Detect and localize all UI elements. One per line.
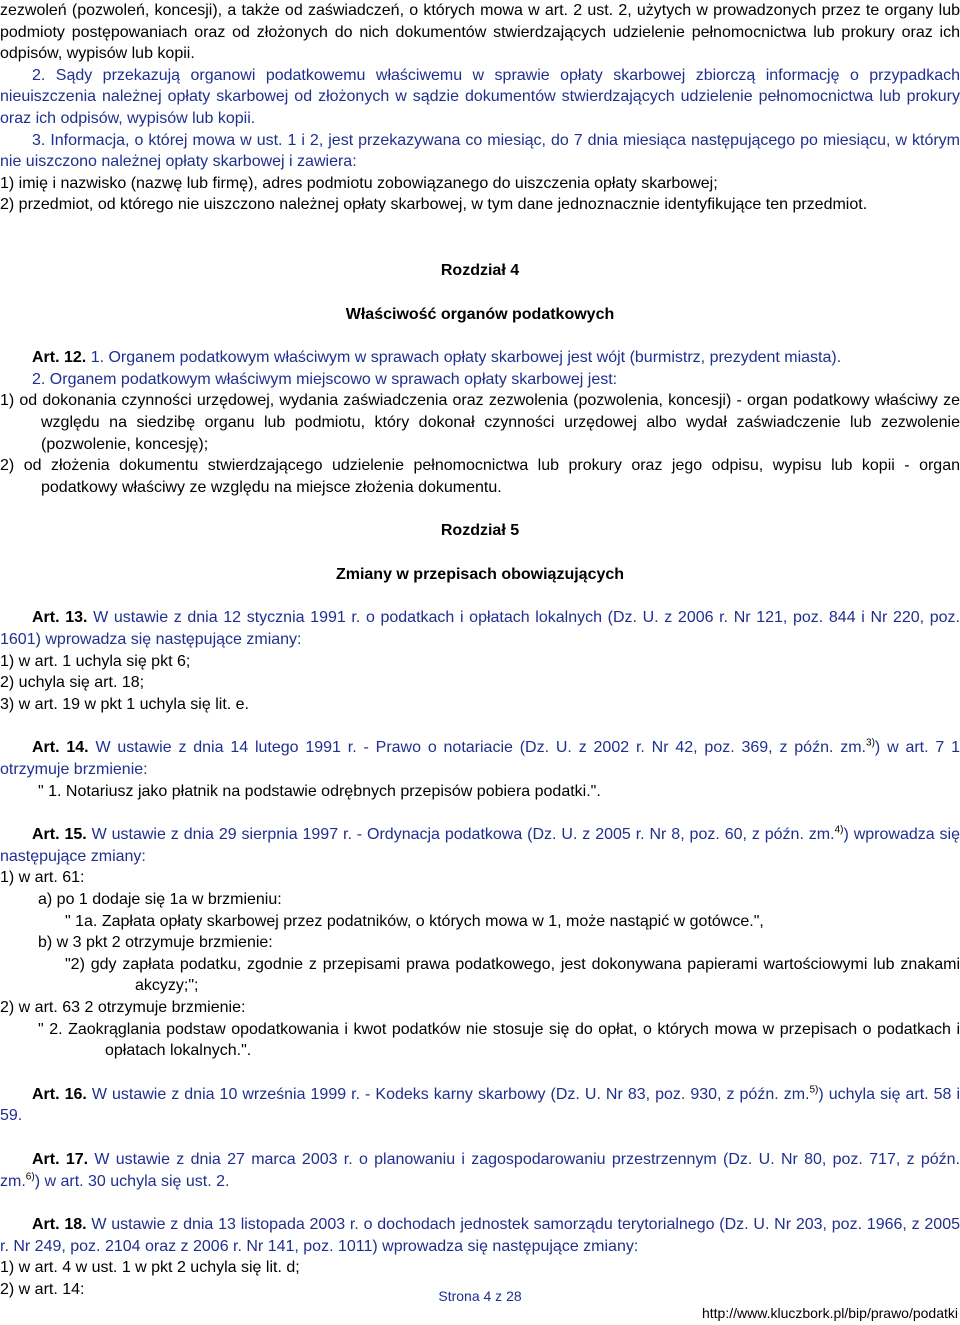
article-paragraph: Art. 15. W ustawie z dnia 29 sierpnia 1997 r. - Ordynacja podatkowa (Dz. U. z 2005 r. Nr 8, poz. 60, z późn. zm.$^{4)}$) wprowadza się następujące zmiany: bbox=[0, 824, 960, 865]
article-number: Art. 18. bbox=[32, 1216, 87, 1234]
article-number: Art. 13. bbox=[32, 609, 88, 627]
chapter-number: Rozdział 4 bbox=[440, 261, 520, 279]
quoted-provision: " 1a. Zapłata opłaty skarbowej przez podatników, o których mowa w 1, może nastąpić w gotówce.", bbox=[65, 912, 764, 930]
article-paragraph: Art. 14. W ustawie z dnia 14 lutego 1991 r. - Prawo o notariacie (Dz. U. z 2002 r. Nr 42, poz. 369, z późn. zm.$^{3)}$) w art. 7 1 otrzymuje brzmienie: bbox=[0, 738, 960, 779]
quoted-provision: " 1. Notariusz jako płatnik na podstawie odrębnych przepisów pobiera podatki.". bbox=[38, 782, 601, 800]
article-number: Art. 15. bbox=[32, 826, 87, 844]
page-number: Strona 4 z 28 bbox=[438, 1288, 522, 1304]
article-paragraph: Art. 17. W ustawie z dnia 27 marca 2003 r. o planowaniu i zagospodarowaniu przestrzennym (Dz. U. Nr 80, poz. 717, z późn. zm.$^{6)}$) w art. 30 uchyla się ust. 2. bbox=[0, 1150, 960, 1190]
list-item: 1) w art. 1 uchyla się pkt 6; bbox=[0, 652, 191, 670]
article-number: Art. 14. bbox=[32, 739, 89, 757]
list-item: 2) przedmiot, od którego nie uiszczono należnej opłaty skarbowej, w tym dane jednoznacznie identyfikujące ten przedmiot. bbox=[0, 196, 868, 214]
footnote-ref: 4) bbox=[834, 824, 844, 836]
article-number: Art. 12. bbox=[32, 349, 87, 367]
article-number: Art. 17. bbox=[32, 1150, 89, 1168]
list-item: 2) od złożenia dokumentu stwierdzającego udzielenie pełnomocnictwa lub prokury oraz jego odpisu, wypisu lub kopii - organ podatkowy właściwy ze względu na miejsce złożenia dokumentu. bbox=[0, 457, 960, 496]
paragraph: 2. Organem podatkowym właściwym miejscowo w sprawach opłaty skarbowej jest: bbox=[32, 370, 618, 388]
list-subitem: a) po 1 dodaje się 1a w brzmieniu: bbox=[38, 891, 282, 908]
quoted-provision: "2) gdy zapłata podatku, zgodnie z przepisami prawa podatkowego, jest dokonywana papierami wartościowymi lub znakami akcyzy;"; bbox=[65, 955, 960, 995]
chapter-number: Rozdział 5 bbox=[440, 522, 520, 540]
list-item: 1) od dokonania czynności urzędowej, wydania zaświadczenia oraz zezwolenia (pozwolenia, koncesji) - organ podatkowy właściwy ze względu na siedzibę organu lub podmiotu, który dokonał czynności urzędowej albo wydał zaświadczenie lub zezwolenie (pozwolenie, koncesję); bbox=[0, 392, 960, 453]
footnote-ref: 6) bbox=[25, 1171, 35, 1183]
chapter-title: Zmiany w przepisach obowiązujących bbox=[335, 565, 625, 583]
article-paragraph: Art. 18. W ustawie z dnia 13 listopada 2003 r. o dochodach jednostek samorządu terytorialnego (Dz. U. Nr 203, poz. 1966, z 2005 r. Nr 249, poz. 2104 oraz z 2006 r. Nr 141, poz. 1011) wprowadza się następujące zmiany: bbox=[0, 1216, 960, 1255]
footnote-ref: 5) bbox=[809, 1084, 819, 1096]
list-item: 3) w art. 19 w pkt 1 uchyla się lit. e. bbox=[0, 695, 249, 713]
list-item: 2) uchyla się art. 18; bbox=[0, 674, 145, 692]
chapter-title: Właściwość organów podatkowych bbox=[345, 305, 615, 323]
list-item: 1) w art. 61: bbox=[0, 869, 85, 887]
list-subitem: b) w 3 pkt 2 otrzymuje brzmienie: bbox=[38, 934, 273, 952]
list-item: 1) imię i nazwisko (nazwę lub firmę), adres podmiotu zobowiązanego do uiszczenia opłaty skarbowej; bbox=[0, 174, 718, 192]
list-item: 1) w art. 4 w ust. 1 w pkt 2 uchyla się lit. d; bbox=[0, 1259, 300, 1277]
footnote-ref: 3) bbox=[866, 738, 875, 750]
article-paragraph: Art. 16. W ustawie z dnia 10 września 1999 r. - Kodeks karny skarbowy (Dz. U. Nr 83, poz. 930, z późn. zm.$^{5)}$) uchyla się art. 58 i 59. bbox=[0, 1084, 960, 1125]
list-item: 2) w art. 14: bbox=[0, 1280, 85, 1298]
source-url: http://www.kluczbork.pl/bip/prawo/podatki bbox=[701, 1305, 958, 1321]
article-number: Art. 16. bbox=[32, 1085, 87, 1103]
article-paragraph: Art. 12. 1. Organem podatkowym właściwym w sprawach opłaty skarbowej jest wójt (burmistrz, prezydent miasta). bbox=[32, 349, 842, 367]
paragraph: 3. Informacja, o której mowa w ust. 1 i 2, jest przekazywana co miesiąc, do 7 dnia miesiąca następującego po miesiącu, w którym nie uiszczono należnej opłaty skarbowej i zawiera: bbox=[0, 131, 960, 171]
list-item: 2) w art. 63 2 otrzymuje brzmienie: bbox=[0, 998, 246, 1016]
article-paragraph: Art. 13. W ustawie z dnia 12 stycznia 1991 r. o podatkach i opłatach lokalnych (Dz. U. z 2006 r. Nr 121, poz. 844 i Nr 220, poz. 1601) wprowadza się następujące zmiany: bbox=[0, 609, 960, 649]
paragraph: 2. Sądy przekazują organowi podatkowemu właściwemu w sprawie opłaty skarbowej zbiorczą informację o przypadkach nieuiszczenia należnej opłaty skarbowej od złożonych w sądzie dokumentów stwierdzających udzielenie pełnomocnictwa lub prokury oraz ich odpisów, wypisów lub kopii. bbox=[0, 66, 960, 127]
quoted-provision: " 2. Zaokrąglania podstaw opodatkowania i kwot podatków nie stosuje się do opłat, o których mowa w przepisach o podatkach i opłatach lokalnych.". bbox=[38, 1020, 960, 1060]
paragraph: zezwoleń (pozwoleń, koncesji), a także od zaświadczeń, o których mowa w art. 2 ust. 2, użytych w prowadzonych przez te organy lub podmioty postępowaniach oraz od złożonych do nich dokumentów stwierdzających udzielenie pełnomocnictwa lub prokury oraz ich odpisów, wypisów lub kopii. bbox=[0, 2, 960, 63]
